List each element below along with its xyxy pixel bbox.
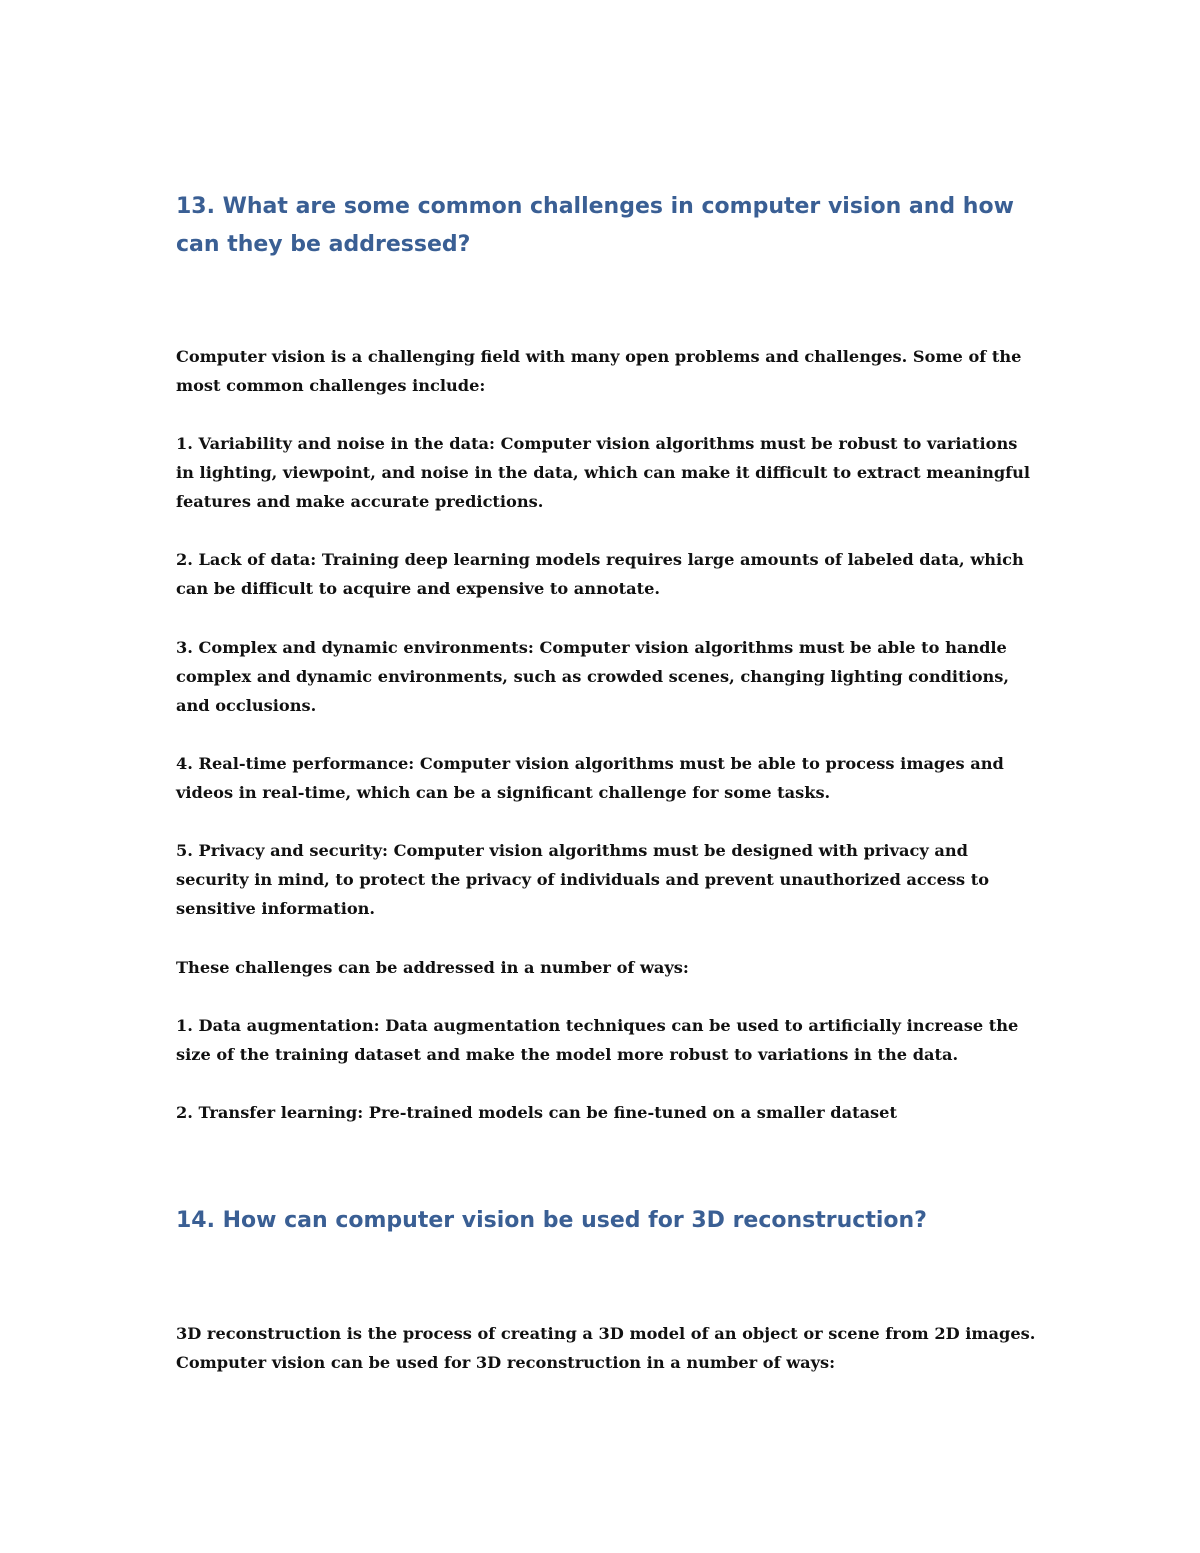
solution-2-item: 2. Transfer learning: Pre-trained models can be fine-tuned on a smaller dataset xyxy=(176,1103,897,1122)
section-13-intro: Computer vision is a challenging field with many open problems and challenges. Some of the most common challenges include: xyxy=(176,347,1022,395)
solution-1-item: 1. Data augmentation: Data augmentation techniques can be used to artificially increase the size of the training dataset and make the model more robust to variations in the data. xyxy=(176,1016,1019,1064)
solutions-intro: These challenges can be addressed in a number of ways: xyxy=(176,958,689,977)
challenge-3-item: 3. Complex and dynamic environments: Computer vision algorithms must be able to handle complex and dynamic environments, such as crowded scenes, changing lighting conditions, and occlusions. xyxy=(176,638,1010,715)
section-13-heading: 13. What are some common challenges in computer vision and how can they be addressed? xyxy=(176,194,1014,257)
challenge-1-item: 1. Variability and noise in the data: Computer vision algorithms must be robust to variations in lighting, viewpoint, and noise in the data, which can make it difficult to extract meaningful features and make accurate predictions. xyxy=(176,434,1031,511)
challenge-2-item: 2. Lack of data: Training deep learning models requires large amounts of labeled data, which can be difficult to acquire and expensive to annotate. xyxy=(176,550,1024,598)
challenge-4-item: 4. Real-time performance: Computer vision algorithms must be able to process images and videos in real-time, which can be a significant challenge for some tasks. xyxy=(176,754,1004,802)
section-14-heading: 14. How can computer vision be used for 3D reconstruction? xyxy=(176,1208,927,1233)
section-14-intro: 3D reconstruction is the process of creating a 3D model of an object or scene from 2D images. Computer vision can be used for 3D reconstruction in a number of ways: xyxy=(176,1324,1036,1372)
challenge-5-item: 5. Privacy and security: Computer vision algorithms must be designed with privacy and security in mind, to protect the privacy of individuals and prevent unauthorized access to sensitive information. xyxy=(176,841,990,918)
